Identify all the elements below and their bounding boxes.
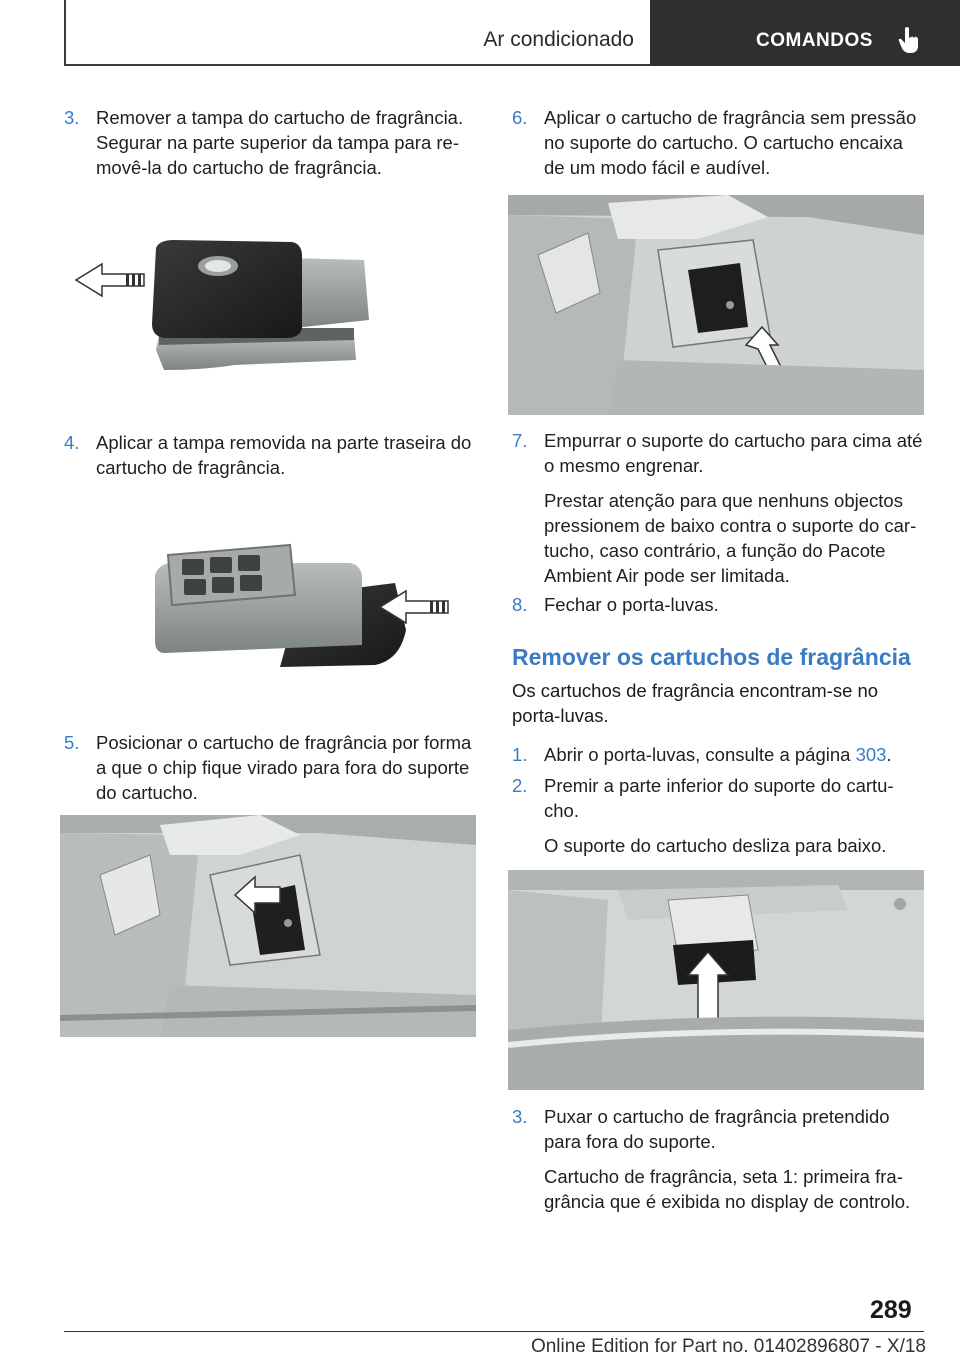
step-number: 4. [64, 432, 80, 453]
figure-glovebox-press [508, 870, 924, 1090]
section-intro: Os cartuchos de fragrância encontram-se no porta-luvas. [512, 680, 879, 726]
header-chapter-tab[interactable] [650, 0, 960, 66]
step-text: Empurrar o suporte do cartucho para cima até o mesmo engrenar. [544, 430, 923, 476]
hand-pointer-icon [897, 26, 921, 54]
step-text: Aplicar a tampa removida na parte traseira do cartucho de fragrância. [96, 432, 472, 478]
step-number: 1. [512, 744, 528, 765]
step-text: Abrir o porta-luvas, consulte a página 303. [544, 744, 892, 765]
figure-glovebox-position [60, 815, 476, 1037]
step-text: Aplicar o cartucho de fragrância sem pressão no suporte do cartucho. O cartucho encaixa de um modo fácil e audível. [544, 107, 917, 178]
figure-cap-removal [64, 220, 384, 390]
step-number: 3. [512, 1106, 528, 1127]
step-number: 7. [512, 430, 528, 451]
step-8-close-glovebox [512, 592, 926, 617]
removal-step-2 [512, 773, 926, 858]
removal-step-3 [512, 1104, 926, 1214]
step-4-apply-cap [64, 430, 482, 480]
step-text: Remover a tampa do cartucho de fragrância. Segurar na parte superior da tampa para re-movê-la do cartucho de fragrância. [96, 107, 464, 178]
page-number: 289 [870, 1296, 912, 1324]
step-number: 2. [512, 775, 528, 796]
step-5-position-cartridge [64, 730, 482, 805]
step-number: 3. [64, 107, 80, 128]
removal-step-1 [512, 742, 926, 767]
figure-glovebox-insert [508, 195, 924, 415]
step-number: 6. [512, 107, 528, 128]
step-text: Puxar o cartucho de fragrância pretendido para fora do suporte. [544, 1106, 890, 1152]
step-7-push-holder [512, 428, 926, 588]
step-text: Fechar o porta-luvas. [544, 594, 719, 615]
footer-rule [64, 1331, 924, 1332]
footer-edition: Online Edition for Part no. 01402896807 - X/18 [530, 1336, 926, 1357]
step-3-remove-cap [64, 105, 482, 180]
step-number: 8. [512, 594, 528, 615]
header-section-title: Ar condicionado [483, 28, 634, 51]
section-heading: Remover os cartuchos de fragrância [512, 644, 911, 670]
page-link[interactable]: 303 [855, 744, 887, 765]
step-number: 5. [64, 732, 80, 753]
header-chapter-label: COMANDOS [756, 30, 873, 51]
step-text: Premir a parte inferior do suporte do cartu-cho. [544, 775, 894, 821]
step-text: Posicionar o cartucho de fragrância por forma a que o chip fique virado para fora do suporte do cartucho. [96, 732, 472, 803]
step-note: O suporte do cartucho desliza para baixo. [544, 835, 887, 856]
step-note: Prestar atenção para que nenhuns objectos pressionem de baixo contra o suporte do car-tucho, caso contrário, a função do Pacote Ambient Air pode ser limitada. [544, 490, 917, 586]
step-note: Cartucho de fragrância, seta 1: primeira fra-grância que é exibida no display de controlo. [544, 1166, 911, 1212]
figure-cap-on-back [150, 535, 460, 680]
step-6-apply-cartridge [512, 105, 926, 180]
